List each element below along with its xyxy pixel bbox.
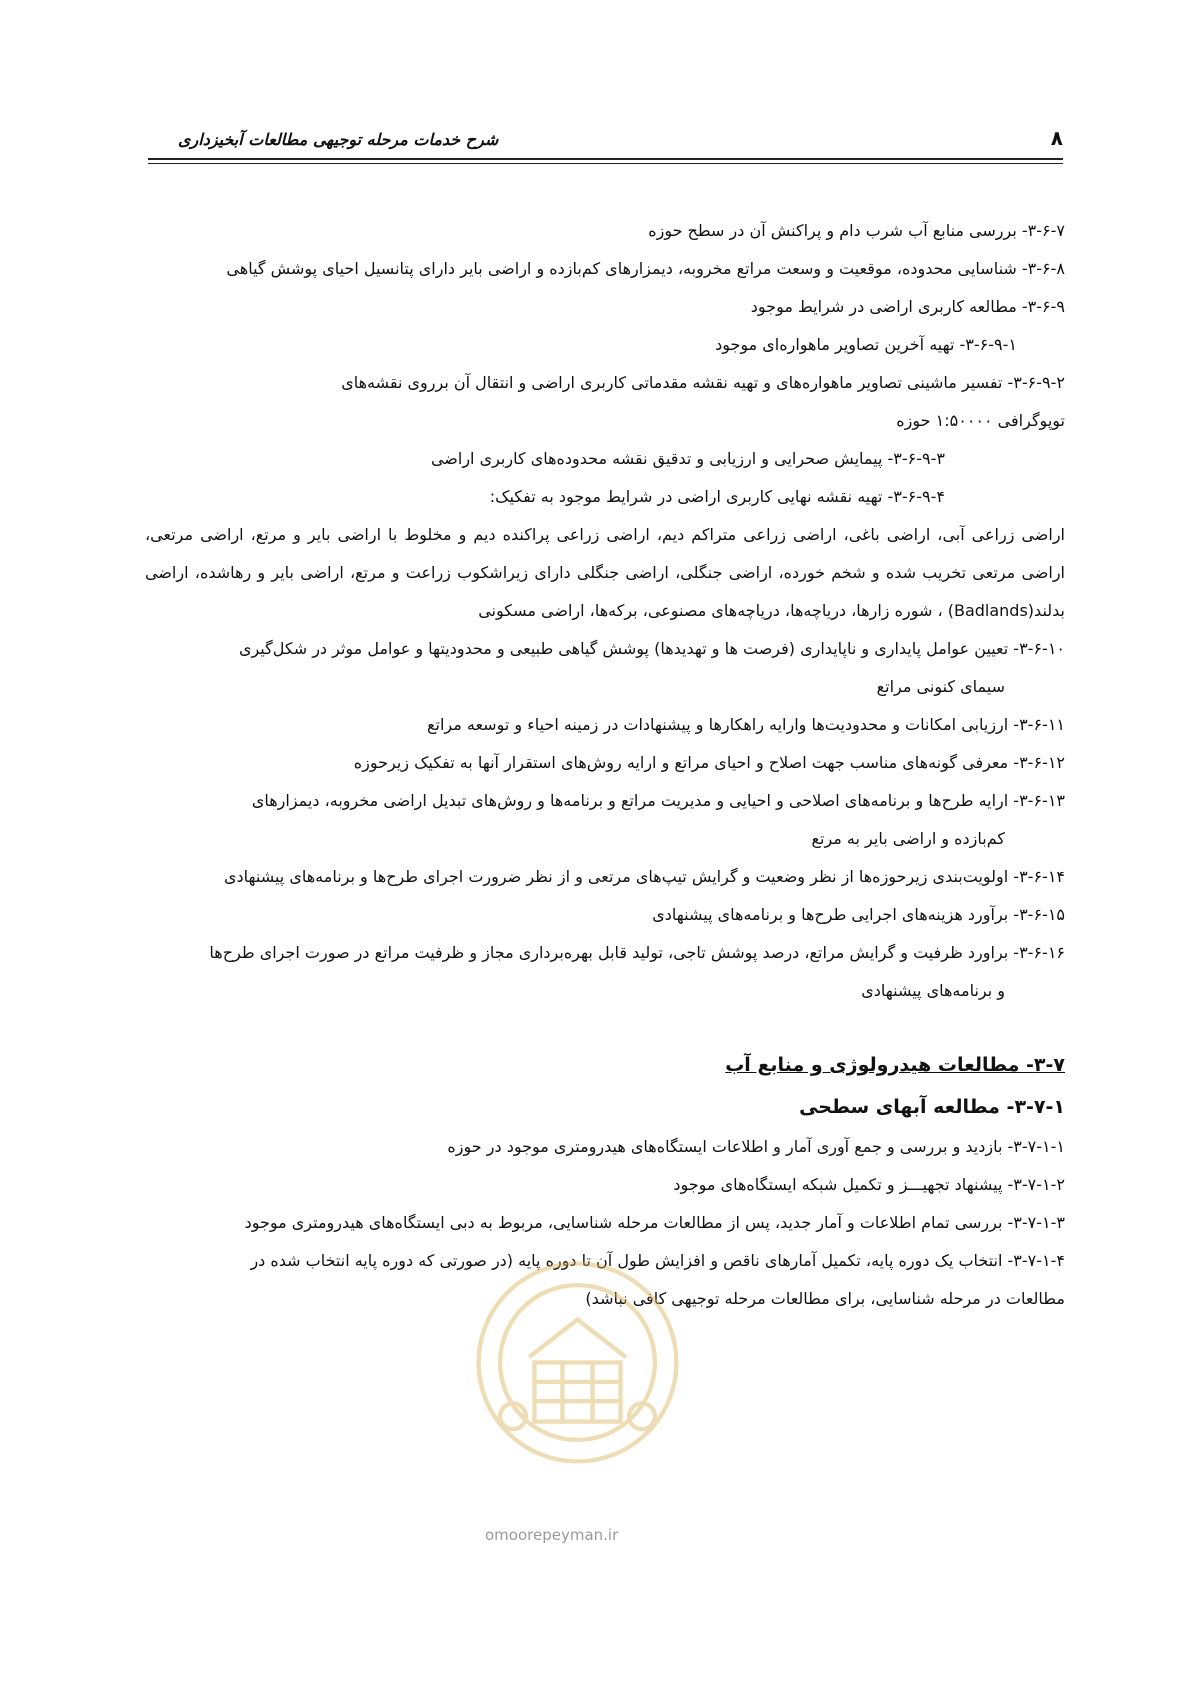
item-3-6-9-4: ۳-۶-۹-۴- تهیه نقشه نهایی کاربری اراضی در شرایط موجود به تفکیک: — [489, 487, 945, 506]
item-3-6-12: ۳-۶-۱۲- معرفی گونه‌های مناسب جهت اصلاح و احیای مراتع و ارایه روش‌های استقرار آنها به تفکیک زیرحوزه — [353, 753, 1065, 772]
item-3-7-1-2: ۳-۷-۱-۲- پیشنهاد تجهیـــز و تکمیل شبکه ایستگاه‌های موجود — [673, 1175, 1065, 1194]
item-3-6-11: ۳-۶-۱۱- ارزیابی امکانات و محدودیت‌ها وارایه راهکارها و پیشنهادات در زمینه احیاء و توسعه مراتع — [426, 715, 1065, 734]
item-3-7-1-4: ۳-۷-۱-۴- انتخاب یک دوره پایه، تکمیل آمارهای ناقص و افزایش طول آن تا دوره پایه (در صورتی که دوره پایه انتخاب شده در — [250, 1251, 1065, 1270]
header-rule-thick — [148, 158, 1063, 160]
item-3-7-1-4-continued: مطالعات در مرحله شناسایی، برای مطالعات مرحله توجیهی کافی نباشد) — [585, 1289, 1065, 1308]
item-3-7-1-1: ۳-۷-۱-۱- بازدید و بررسی و جمع آوری آمار و اطلاعات ایستگاه‌های هیدرومتری موجود در حوزه — [447, 1137, 1065, 1156]
landuse-list: اراضی زراعی آبی، اراضی باغی، اراضی زراعی متراکم دیم، اراضی زراعی پراکنده دیم و مخلوط با اراضی بایر و مرتع، اراضی مرتعی، اراضی مرتعی تخریب شده و شخم خورده، اراضی جنگلی، اراضی جنگلی دارای زیراشکوب زراعت و مرتع، اراضی بایر و رهاشده، اراضی بدلند(Badlands) ، شوره زارها، دریاچه‌ها، دریاچه‌های مصنوعی، برکه‌ها، اراضی مسکونی — [145, 525, 1065, 620]
document-body — [145, 212, 1065, 1318]
item-3-6-9-1: ۳-۶-۹-۱- تهیه آخرین تصاویر ماهواره‌ای موجود — [715, 335, 1017, 354]
subsection-heading-3-7-1: ۳-۷-۱- مطالعه آبهای سطحی — [799, 1096, 1065, 1118]
item-3-6-10: ۳-۶-۱۰- تعیین عوامل پایداری و ناپایداری (فرصت ها و تهدیدها) پوشش گیاهی طبیعی و محدودیتها و عوامل موثر در شکل‌گیری — [238, 639, 1065, 658]
item-3-7-1-3: ۳-۷-۱-۳- بررسی تمام اطلاعات و آمار جدید، پس از مطالعات مرحله شناسایی، مربوط به دبی ایستگاه‌های هیدرومتری موجود — [244, 1213, 1065, 1232]
section-gap — [145, 1010, 1065, 1044]
item-3-6-8: ۳-۶-۸- شناسایی محدوده، موقعیت و وسعت مراتع مخروبه، دیمزارهای کم‌بازده و اراضی بایر دارای پتانسیل احیای پوشش گیاهی — [226, 259, 1065, 278]
item-3-6-16-continued: و برنامه‌های پیشنهادی — [861, 981, 1005, 1000]
running-title: شرح خدمات مرحله توجیهی مطالعات آبخیزداری — [178, 130, 499, 149]
section-heading-3-7: ۳-۷- مطالعات هیدرولوژی و منابع آب — [725, 1054, 1065, 1076]
header-rule-thin — [148, 163, 1063, 164]
item-3-6-9-2-continued: توپوگرافی ۱:۵۰۰۰۰ حوزه — [896, 411, 1065, 430]
item-3-6-15: ۳-۶-۱۵- برآورد هزینه‌های اجرایی طرح‌ها و برنامه‌های پیشنهادی — [652, 905, 1065, 924]
item-3-6-9: ۳-۶-۹- مطالعه کاربری اراضی در شرایط موجود — [750, 297, 1065, 316]
item-3-6-13: ۳-۶-۱۳- ارایه طرح‌ها و برنامه‌های اصلاحی و احیایی و مدیریت مراتع و برنامه‌ها و روش‌های تبدیل اراضی مخروبه، دیمزارهای — [251, 791, 1065, 810]
page-header — [148, 118, 1063, 162]
item-3-6-16: ۳-۶-۱۶- براورد ظرفیت و گرایش مراتع، درصد پوشش تاجی، تولید قابل بهره‌برداری مجاز و ظرفیت مراتع در صورت اجرای طرح‌ها — [209, 943, 1065, 962]
item-3-6-13-continued: کم‌بازده و اراضی بایر به مرتع — [811, 829, 1005, 848]
item-3-6-9-3: ۳-۶-۹-۳- پیمایش صحرایی و ارزیابی و تدقیق نقشه محدوده‌های کاربری اراضی — [430, 449, 945, 468]
item-3-6-9-2: ۳-۶-۹-۲- تفسیر ماشینی تصاویر ماهواره‌های و تهیه نقشه مقدماتی کاربری اراضی و انتقال آن برروی نقشه‌های — [341, 373, 1065, 392]
watermark-site: omoorepeyman.ir — [485, 1526, 619, 1544]
item-3-6-14: ۳-۶-۱۴- اولویت‌بندی زیرحوزه‌ها از نظر وضعیت و گرایش تیپ‌های مرتعی و از نظر ضرورت اجرای طرح‌ها و برنامه‌های پیشنهادی — [223, 867, 1065, 886]
page-number: ۸ — [1050, 126, 1063, 150]
item-3-6-7: ۳-۶-۷- بررسی منابع آب شرب دام و پراکنش آن در سطح حوزه — [648, 221, 1065, 240]
watermark-seal — [470, 1255, 685, 1470]
item-3-6-10-continued: سیمای کنونی مراتع — [876, 677, 1005, 696]
